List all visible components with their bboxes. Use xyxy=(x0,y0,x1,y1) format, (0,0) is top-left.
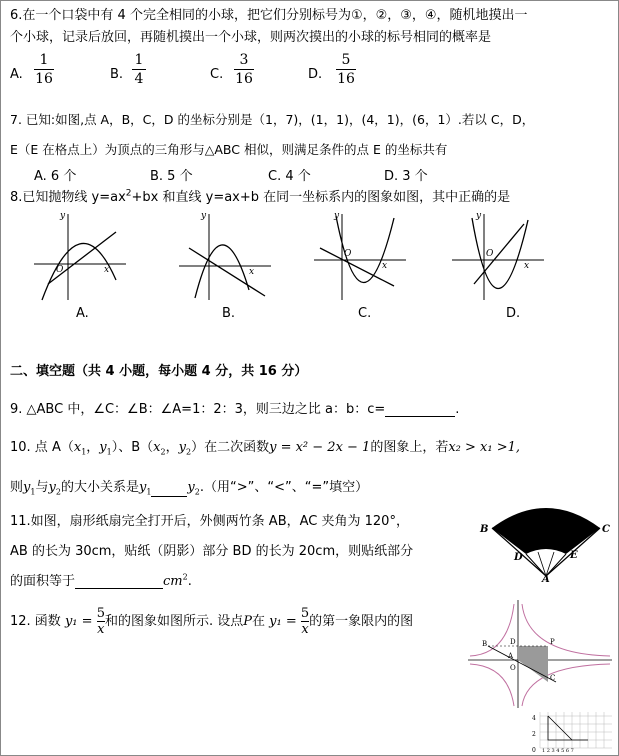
q11-end: . xyxy=(187,574,192,589)
q11-line2: AB 的长为 30cm，贴纸（阴影）部分 BD 的长为 20cm，则贴纸部分 xyxy=(10,544,414,559)
q7-option-d: D. 3 个 xyxy=(384,169,428,184)
q10-y2-ref: $y_2$ xyxy=(48,480,61,497)
fan-label-e: E xyxy=(570,550,578,561)
fan-label-d: D xyxy=(514,552,523,563)
q7-line1: 7. 已知:如图,点 A，B，C，D 的坐标分别是（1，7)，(1，1)，(4，1)，(6，1）.若以 C，D， xyxy=(10,112,535,127)
q12-label-a: A xyxy=(508,652,514,660)
q7-line2: E（E 在格点上）为顶点的三角形与△ABC 相似，则满足条件的点 E 的坐标共有 xyxy=(10,142,448,157)
q11-unit: $cm^2$ xyxy=(163,572,188,589)
q12-label-o: O xyxy=(510,664,516,672)
q10-text-f: 的图象上，若 xyxy=(370,440,449,455)
q7-option-c: C. 4 个 xyxy=(268,169,311,184)
q12-label-p: P xyxy=(550,638,555,646)
q12-text-d: 的第一象限内的图 xyxy=(309,614,414,629)
q6-option-a-num: 1 xyxy=(39,52,49,68)
q11-line1: 11.如图，扇形纸扇完全打开后，外侧两竹条 AB，AC 夹角为 120°， xyxy=(10,514,409,529)
q6-option-d-label: D. xyxy=(308,67,323,82)
q6-option-a-label: A. xyxy=(10,67,23,82)
q8-graph-a xyxy=(30,208,130,303)
svg-text:2: 2 xyxy=(532,731,536,738)
q6-option-c-label: C. xyxy=(210,67,224,82)
q9-blank[interactable] xyxy=(385,404,455,417)
q6-option-d-num: 5 xyxy=(341,52,351,68)
q10-y1: $y_1$ xyxy=(99,440,112,457)
q10-text-g: 则 xyxy=(10,480,24,495)
q12-text-b: 和的图象如图所示. 设点 xyxy=(104,614,244,629)
q6-option-c-num: 3 xyxy=(239,52,249,68)
q8c-x-label: x xyxy=(382,261,388,271)
q10-x2: $x_2$ xyxy=(153,440,166,457)
q6-option-c-fraction xyxy=(234,52,254,87)
q8a-x-label: x xyxy=(104,265,110,275)
q10-text-i: 的大小关系是 xyxy=(60,480,139,495)
q8b-x-label: x xyxy=(249,267,255,277)
q10-y1-ref: $y_1$ xyxy=(23,480,36,497)
svg-text:1 2 3 4 5 6 7: 1 2 3 4 5 6 7 xyxy=(542,748,574,754)
q10-text-h: 与 xyxy=(35,480,49,495)
q8-text-b: +bx 和直线 y=ax+b 在同一坐标系内的图象如图，其中正确的是 xyxy=(131,190,511,205)
q8-line xyxy=(10,186,510,205)
q6-option-b-fraction xyxy=(132,52,146,87)
q8-graph-d xyxy=(448,208,548,303)
q8-graph-b xyxy=(175,208,275,303)
q10-y2-ans: $y_2$ xyxy=(187,480,200,497)
svg-text:0: 0 xyxy=(532,747,536,754)
q6-option-b-label: B. xyxy=(110,67,124,82)
q12-label-c: C xyxy=(550,674,556,682)
q10-text-e: ）在二次函数 xyxy=(191,440,270,455)
q8a-y-label: y xyxy=(60,211,66,221)
q8d-x-label: x xyxy=(524,261,530,271)
q6-option-a-fraction xyxy=(34,52,54,87)
q6-option-a-den: 16 xyxy=(35,71,53,87)
q9-line xyxy=(10,398,459,417)
q10-line2 xyxy=(10,476,368,497)
q10-condition: x₂ > x₁ >1, xyxy=(448,440,521,455)
q12-graph xyxy=(466,598,616,710)
q10-y2: $y_2$ xyxy=(178,440,192,457)
q12-point-p: P xyxy=(243,614,252,629)
q8d-origin: O xyxy=(486,249,494,259)
q10-text-b: ， xyxy=(86,440,100,455)
q7-option-b: B. 5 个 xyxy=(150,169,193,184)
q10-blank[interactable] xyxy=(151,484,187,497)
q10-text-d: ， xyxy=(165,440,179,455)
q7-option-a: A. 6 个 xyxy=(34,169,77,184)
q6-option-b-den: 4 xyxy=(134,71,144,87)
q8b-y-label: y xyxy=(201,211,207,221)
q6-option-d-den: 16 xyxy=(337,71,355,87)
q10-text-c: ）、B（ xyxy=(111,440,154,455)
q12-fraction: $\frac{5}{x}$ xyxy=(96,606,105,637)
q8c-origin: O xyxy=(344,249,352,259)
q8-label-d: D. xyxy=(506,306,521,321)
fan-label-a: A xyxy=(542,574,550,582)
q8-label-c: C. xyxy=(358,306,372,321)
q11-fan-figure xyxy=(474,500,614,582)
q12-fraction-2: $\frac{5}{x}$ xyxy=(300,606,310,637)
q10-text-a: 10. 点 A（ xyxy=(10,440,74,455)
q11-line3 xyxy=(10,570,192,589)
q9-end: . xyxy=(455,402,460,417)
q10-text-j: .（用“>”、“<”、“=”填空） xyxy=(199,480,369,495)
q6-line1: 6.在一个口袋中有 4 个完全相同的小球，把它们分别标号为①，②，③，④，随机地摸出一 xyxy=(10,8,528,23)
q8-label-a: A. xyxy=(76,306,89,321)
q9-text: 9. △ABC 中，∠C：∠B：∠A=1：2：3，则三边之比 a：b：c= xyxy=(10,402,386,417)
q12-text-c: 在 xyxy=(251,614,265,629)
q8-sup: 2 xyxy=(125,188,132,199)
q12-text-a: 12. 函数 xyxy=(10,614,61,629)
q11-blank[interactable] xyxy=(75,576,163,589)
q10-y1-ans: $y_1$ xyxy=(138,480,152,497)
q12-func-lhs: y₁ = xyxy=(64,614,93,629)
section2-title: 二、填空题（共 4 小题，每小题 4 分，共 16 分） xyxy=(10,364,308,379)
q8-label-b: B. xyxy=(222,306,236,321)
q6-line2: 个小球，记录后放回，再随机摸出一个小球，则两次摸出的小球的标号相同的概率是 xyxy=(10,30,492,45)
q12-func-lhs-2: y₁ = xyxy=(269,614,297,629)
q6-option-c-den: 16 xyxy=(235,71,253,87)
q6-option-b-num: 1 xyxy=(134,52,144,68)
q8c-y-label: y xyxy=(334,211,340,221)
q12-label-d: D xyxy=(510,638,516,646)
q10-x1: $x_1$ xyxy=(73,440,87,457)
q12-label-b: B xyxy=(482,640,488,648)
q11-text: 的面积等于 xyxy=(10,574,76,589)
q10-line1 xyxy=(10,436,520,457)
q8d-y-label: y xyxy=(476,211,482,221)
q8-text-a: 8.已知抛物线 y=ax xyxy=(10,190,126,205)
svg-text:4: 4 xyxy=(532,715,536,722)
q8a-origin: O xyxy=(56,265,64,275)
q7-grid-figure xyxy=(532,708,616,754)
q8-graph-c xyxy=(310,208,410,303)
q12-line xyxy=(10,606,413,637)
q10-function: y = x² − 2x − 1 xyxy=(269,440,371,455)
fan-label-c: C xyxy=(602,524,610,535)
q6-option-d-fraction xyxy=(336,52,356,87)
fan-label-b: B xyxy=(480,524,489,535)
